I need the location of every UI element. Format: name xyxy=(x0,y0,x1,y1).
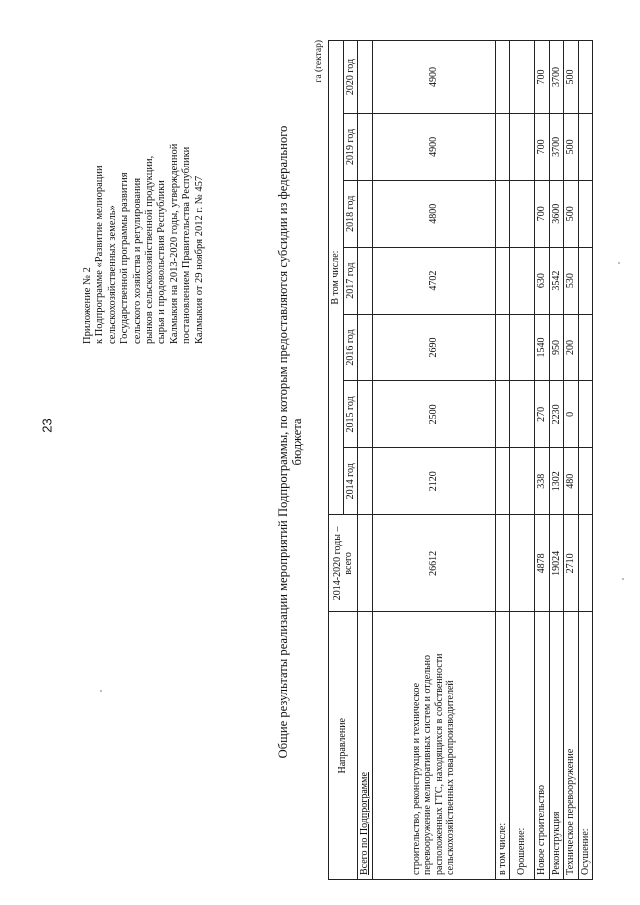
cell-value xyxy=(495,247,510,314)
cell-value xyxy=(578,41,593,114)
cell-value xyxy=(578,113,593,180)
appendix-line: Калмыкия от 29 ноября 2012 г. № 457 xyxy=(193,175,205,344)
cell-value: 700 xyxy=(535,41,550,114)
header-total: 2014-2020 годы – всего xyxy=(329,515,358,612)
cell-value: 500 xyxy=(564,180,579,247)
cell-value: 2710 xyxy=(564,515,579,612)
cell-value xyxy=(495,113,510,180)
cell-value xyxy=(510,515,535,612)
cell-value: 2230 xyxy=(549,381,564,448)
cell-value xyxy=(358,41,373,114)
cell-value xyxy=(495,448,510,515)
cell-value xyxy=(495,180,510,247)
table-row xyxy=(495,41,510,880)
header-year: 2019 год xyxy=(343,113,358,180)
cell-value: 630 xyxy=(535,247,550,314)
cell-value xyxy=(510,180,535,247)
cell-value xyxy=(578,515,593,612)
cell-value xyxy=(510,113,535,180)
cell-value xyxy=(495,515,510,612)
cell-value: 200 xyxy=(564,314,579,381)
table-header-row xyxy=(329,41,344,880)
cell-value: 2500 xyxy=(372,381,495,448)
cell-value xyxy=(578,448,593,515)
document-title-line-1: Общие результаты реализации мероприятий Подпрограммы, по которым предоставляются субсидии из федерального xyxy=(276,125,290,759)
cell-value: 3700 xyxy=(549,113,564,180)
cell-value xyxy=(510,314,535,381)
cell-value: 480 xyxy=(564,448,579,515)
cell-value: 3600 xyxy=(549,180,564,247)
cell-value xyxy=(358,515,373,612)
header-year: 2017 год xyxy=(343,247,358,314)
appendix-line: к Подпрограмме «Развитие мелиорации xyxy=(94,165,106,344)
row-label: Всего по Подпрограмме xyxy=(358,612,373,880)
cell-value xyxy=(495,41,510,114)
cell-value xyxy=(510,448,535,515)
appendix-line: сырья и продовольствия Республики xyxy=(156,180,168,344)
unit-note: га (гектар) xyxy=(314,40,324,83)
header-year: 2020 год xyxy=(343,41,358,114)
cell-value xyxy=(358,247,373,314)
row-label: Осушение: xyxy=(578,612,593,880)
cell-value xyxy=(358,314,373,381)
cell-value: 3700 xyxy=(549,41,564,114)
appendix-line: сельского хозяйства и регулирования xyxy=(131,177,143,344)
cell-value: 500 xyxy=(564,113,579,180)
table-row xyxy=(578,41,593,880)
row-label: Новое строительство xyxy=(535,612,550,880)
header-year: 2014 год xyxy=(343,448,358,515)
cell-value: 4878 xyxy=(535,515,550,612)
table-row xyxy=(564,41,579,880)
cell-value: 19024 xyxy=(549,515,564,612)
header-direction: Направление xyxy=(329,612,358,880)
cell-value: 2690 xyxy=(372,314,495,381)
document-title xyxy=(276,12,305,872)
appendix-line: Калмыкия на 2013-2020 годы, утвержденной xyxy=(168,143,180,344)
cell-value: 3542 xyxy=(549,247,564,314)
cell-value xyxy=(578,180,593,247)
header-year: 2018 год xyxy=(343,180,358,247)
scan-speck xyxy=(618,262,620,264)
table-row xyxy=(549,41,564,880)
cell-value: 4900 xyxy=(372,41,495,114)
table-row xyxy=(372,41,495,880)
appendix-line: рынков сельскохозяйственной продукции, xyxy=(144,155,156,344)
appendix-line: сельскохозяйственных земель» xyxy=(106,205,118,344)
cell-value: 500 xyxy=(564,41,579,114)
row-label: Орошение: xyxy=(510,612,535,880)
rotated-content xyxy=(68,8,636,892)
cell-value xyxy=(358,448,373,515)
cell-value: 0 xyxy=(564,381,579,448)
cell-value xyxy=(495,381,510,448)
cell-value xyxy=(510,381,535,448)
page-number: 23 xyxy=(39,418,55,433)
cell-value: 530 xyxy=(564,247,579,314)
cell-value: 26612 xyxy=(372,515,495,612)
row-label: Реконструкция xyxy=(549,612,564,880)
cell-value xyxy=(510,41,535,114)
cell-value: 1540 xyxy=(535,314,550,381)
row-label: строительство, реконструкция и техническое перевооружение мелиоративных систем и отдельно расположенных ГТС, находящихся в собственности сельскохозяйственных товаропроизводителей xyxy=(372,612,495,880)
appendix-line: Государственной программы развития xyxy=(119,172,131,344)
cell-value: 2120 xyxy=(372,448,495,515)
header-year: 2016 год xyxy=(343,314,358,381)
row-label: Техническое перевооружение xyxy=(564,612,579,880)
cell-value: 338 xyxy=(535,448,550,515)
table-row xyxy=(535,41,550,880)
cell-value: 4702 xyxy=(372,247,495,314)
header-year: 2015 год xyxy=(343,381,358,448)
cell-value xyxy=(510,247,535,314)
cell-value: 4900 xyxy=(372,113,495,180)
cell-value xyxy=(358,113,373,180)
appendix-line: Приложение № 2 xyxy=(82,267,93,344)
appendix-line: постановлением Правительства Республики xyxy=(181,146,193,344)
cell-value xyxy=(495,314,510,381)
scan-speck xyxy=(622,578,624,580)
cell-value: 700 xyxy=(535,180,550,247)
cell-value xyxy=(578,381,593,448)
cell-value: 1302 xyxy=(549,448,564,515)
document-title-line-2: бюджета xyxy=(290,418,305,466)
scan-speck xyxy=(100,690,102,692)
table-row xyxy=(510,41,535,880)
cell-value xyxy=(578,247,593,314)
cell-value xyxy=(358,381,373,448)
cell-value: 700 xyxy=(535,113,550,180)
cell-value: 4800 xyxy=(372,180,495,247)
row-label: в том числе: xyxy=(495,612,510,880)
appendix-note xyxy=(82,44,206,344)
cell-value: 950 xyxy=(549,314,564,381)
rotated-page xyxy=(68,8,636,892)
cell-value xyxy=(358,180,373,247)
cell-value xyxy=(578,314,593,381)
header-including: В том числе: xyxy=(329,41,344,515)
table-row xyxy=(358,41,373,880)
cell-value: 270 xyxy=(535,381,550,448)
results-table xyxy=(328,40,593,880)
